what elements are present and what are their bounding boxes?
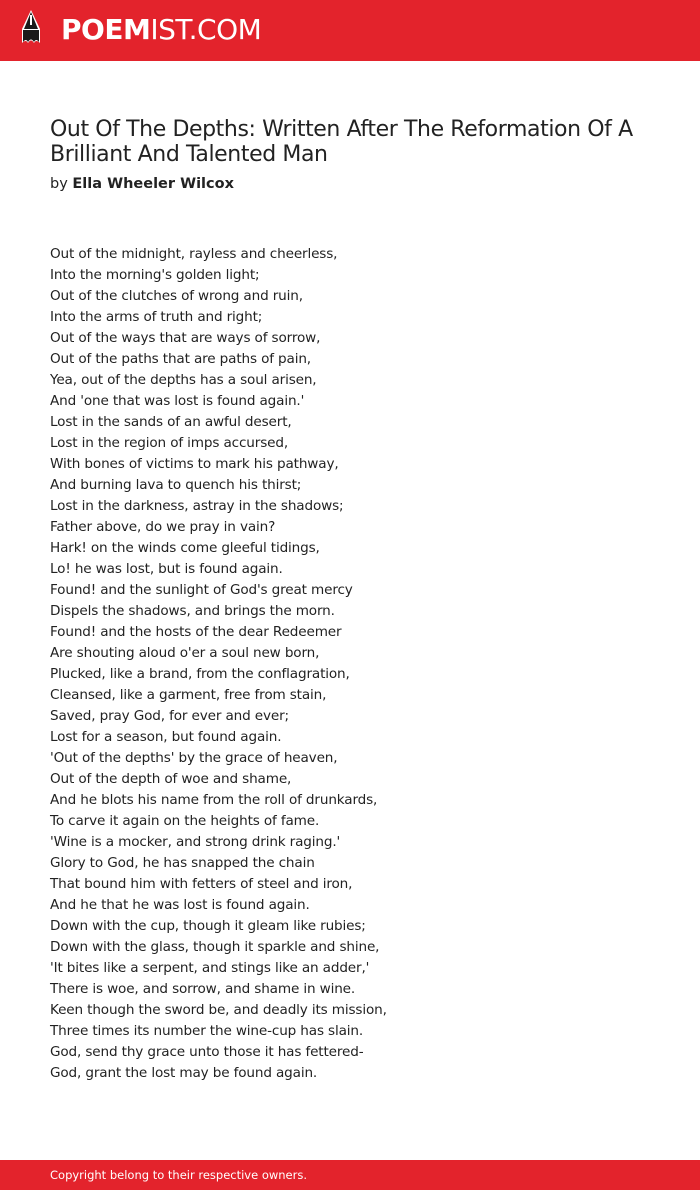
poem-line: God, send thy grace unto those it has fettered- <box>50 1044 364 1060</box>
poem-line: That bound him with fetters of steel and iron, <box>50 876 353 892</box>
poem-line: Lost in the region of imps accursed, <box>50 435 288 451</box>
poem-line: Into the morning's golden light; <box>50 267 260 283</box>
poem-line: Out of the midnight, rayless and cheerless, <box>50 246 338 262</box>
poem-line: Out of the clutches of wrong and ruin, <box>50 288 303 304</box>
author-name[interactable]: Ella Wheeler Wilcox <box>72 176 234 192</box>
logo-bold-text: POEM <box>61 13 151 46</box>
pen-nib-icon <box>18 9 44 51</box>
poem-line: Found! and the hosts of the dear Redeemer <box>50 624 342 640</box>
poem-line: With bones of victims to mark his pathway, <box>50 456 339 472</box>
poem-byline <box>50 174 234 194</box>
poem-line: Hark! on the winds come gleeful tidings, <box>50 540 320 556</box>
poem-line: And he blots his name from the roll of drunkards, <box>50 792 378 808</box>
poem-line: Lo! he was lost, but is found again. <box>50 561 283 577</box>
poem-line: God, grant the lost may be found again. <box>50 1065 318 1081</box>
poem-line: To carve it again on the heights of fame. <box>50 813 320 829</box>
copyright-notice: Copyright belong to their respective owners. <box>50 1168 308 1182</box>
poemist-logo[interactable] <box>18 9 261 51</box>
poem-line: Out of the depth of woe and shame, <box>50 771 292 787</box>
poem-line: And he that he was lost is found again. <box>50 897 310 913</box>
poem-line: And burning lava to quench his thirst; <box>50 477 302 493</box>
poem-body <box>50 244 650 1084</box>
site-footer <box>0 1160 700 1190</box>
poem-line: Keen though the sword be, and deadly its mission, <box>50 1002 387 1018</box>
poem-line: Glory to God, he has snapped the chain <box>50 855 315 871</box>
poem-line: Saved, pray God, for ever and ever; <box>50 708 289 724</box>
poem-line: Lost in the darkness, astray in the shadows; <box>50 498 344 514</box>
poem-line: Plucked, like a brand, from the conflagration, <box>50 666 350 682</box>
poem-line: Found! and the sunlight of God's great mercy <box>50 582 353 598</box>
poem-line: Down with the cup, though it gleam like rubies; <box>50 918 366 934</box>
logo-wordmark <box>61 9 261 51</box>
poem-line: 'It bites like a serpent, and stings like an adder,' <box>50 960 370 976</box>
byline-prefix: by <box>50 176 68 192</box>
poem-line: Lost in the sands of an awful desert, <box>50 414 292 430</box>
poem-line: Out of the ways that are ways of sorrow, <box>50 330 321 346</box>
poem-line: Cleansed, like a garment, free from stain, <box>50 687 327 703</box>
poem-line: Down with the glass, though it sparkle and shine, <box>50 939 380 955</box>
poem-line: 'Wine is a mocker, and strong drink raging.' <box>50 834 341 850</box>
logo-light-text: IST.COM <box>150 13 262 46</box>
poem-line: Three times its number the wine-cup has slain. <box>50 1023 364 1039</box>
poem-line: Into the arms of truth and right; <box>50 309 263 325</box>
poem-line: And 'one that was lost is found again.' <box>50 393 305 409</box>
poem-line: Lost for a season, but found again. <box>50 729 282 745</box>
poem-line: Are shouting aloud o'er a soul new born, <box>50 645 320 661</box>
poem-line: 'Out of the depths' by the grace of heaven, <box>50 750 338 766</box>
poem-title: Out Of The Depths: Written After The Reformation Of A Brilliant And Talented Man <box>50 117 633 167</box>
poem-line: Dispels the shadows, and brings the morn. <box>50 603 335 619</box>
poem-line: There is woe, and sorrow, and shame in wine. <box>50 981 356 997</box>
site-header <box>0 0 700 61</box>
poem-line: Yea, out of the depths has a soul arisen, <box>50 372 317 388</box>
poem-line: Father above, do we pray in vain? <box>50 519 276 535</box>
poem-line: Out of the paths that are paths of pain, <box>50 351 311 367</box>
